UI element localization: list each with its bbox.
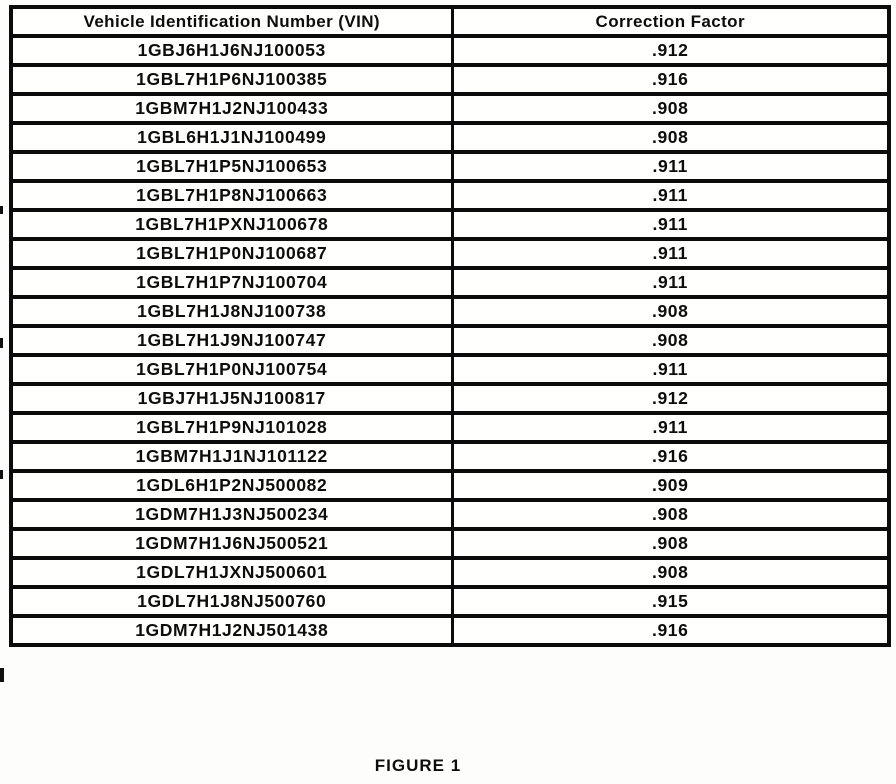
table-row [11, 616, 889, 645]
vin-cell: 1GDM7H1J6NJ500521 [11, 529, 452, 558]
table-row [11, 65, 889, 94]
vin-cell: 1GBL7H1P5NJ100653 [11, 152, 452, 181]
factor-cell: .916 [452, 65, 889, 94]
vin-cell: 1GBL7H1P0NJ100687 [11, 239, 452, 268]
table-row [11, 471, 889, 500]
factor-cell: .911 [452, 355, 889, 384]
vin-cell: 1GBL7H1J8NJ100738 [11, 297, 452, 326]
table-row [11, 297, 889, 326]
factor-cell: .908 [452, 94, 889, 123]
table-row [11, 384, 889, 413]
vin-cell: 1GBL7H1PXNJ100678 [11, 210, 452, 239]
vin-cell: 1GBJ6H1J6NJ100053 [11, 36, 452, 65]
factor-cell: .908 [452, 500, 889, 529]
vin-cell: 1GDL7H1JXNJ500601 [11, 558, 452, 587]
vin-cell: 1GBJ7H1J5NJ100817 [11, 384, 452, 413]
factor-cell: .916 [452, 616, 889, 645]
factor-cell: .908 [452, 558, 889, 587]
table-row [11, 36, 889, 65]
factor-cell: .908 [452, 529, 889, 558]
vin-cell: 1GBL7H1J9NJ100747 [11, 326, 452, 355]
factor-cell: .915 [452, 587, 889, 616]
table-row [11, 355, 889, 384]
factor-cell: .908 [452, 297, 889, 326]
table-row [11, 152, 889, 181]
table-row [11, 442, 889, 471]
factor-cell: .911 [452, 413, 889, 442]
vin-cell: 1GBM7H1J2NJ100433 [11, 94, 452, 123]
table-row [11, 210, 889, 239]
vin-cell: 1GDL6H1P2NJ500082 [11, 471, 452, 500]
factor-cell: .912 [452, 36, 889, 65]
vin-cell: 1GBL6H1J1NJ100499 [11, 123, 452, 152]
table-row [11, 94, 889, 123]
vin-cell: 1GBL7H1P6NJ100385 [11, 65, 452, 94]
factor-cell: .911 [452, 268, 889, 297]
factor-cell: .908 [452, 123, 889, 152]
factor-cell: .911 [452, 152, 889, 181]
factor-cell: .911 [452, 239, 889, 268]
vin-cell: 1GBL7H1P8NJ100663 [11, 181, 452, 210]
factor-cell: .911 [452, 210, 889, 239]
scan-artifact [0, 668, 4, 682]
vin-header-cell: Vehicle Identification Number (VIN) [11, 7, 452, 36]
scan-artifact [0, 470, 3, 479]
table-row [11, 123, 889, 152]
factor-cell: .908 [452, 326, 889, 355]
figure-caption: FIGURE 1 [374, 756, 462, 775]
factor-cell: .911 [452, 181, 889, 210]
vin-cell: 1GBL7H1P0NJ100754 [11, 355, 452, 384]
table-row [11, 558, 889, 587]
vin-cell: 1GBL7H1P9NJ101028 [11, 413, 452, 442]
table-row [11, 529, 889, 558]
vin-cell: 1GBM7H1J1NJ101122 [11, 442, 452, 471]
table-row [11, 181, 889, 210]
table-header-row [11, 7, 889, 36]
scan-artifact [0, 206, 3, 214]
table-row [11, 268, 889, 297]
vin-cell: 1GBL7H1P7NJ100704 [11, 268, 452, 297]
table-row [11, 413, 889, 442]
vin-correction-table [9, 5, 891, 647]
table-row [11, 587, 889, 616]
vin-cell: 1GDL7H1J8NJ500760 [11, 587, 452, 616]
factor-cell: .909 [452, 471, 889, 500]
factor-cell: .916 [452, 442, 889, 471]
factor-header-cell: Correction Factor [452, 7, 889, 36]
vin-cell: 1GDM7H1J2NJ501438 [11, 616, 452, 645]
scan-artifact [0, 338, 3, 348]
vin-cell: 1GDM7H1J3NJ500234 [11, 500, 452, 529]
table-row [11, 500, 889, 529]
table-row [11, 326, 889, 355]
table-row [11, 239, 889, 268]
factor-cell: .912 [452, 384, 889, 413]
